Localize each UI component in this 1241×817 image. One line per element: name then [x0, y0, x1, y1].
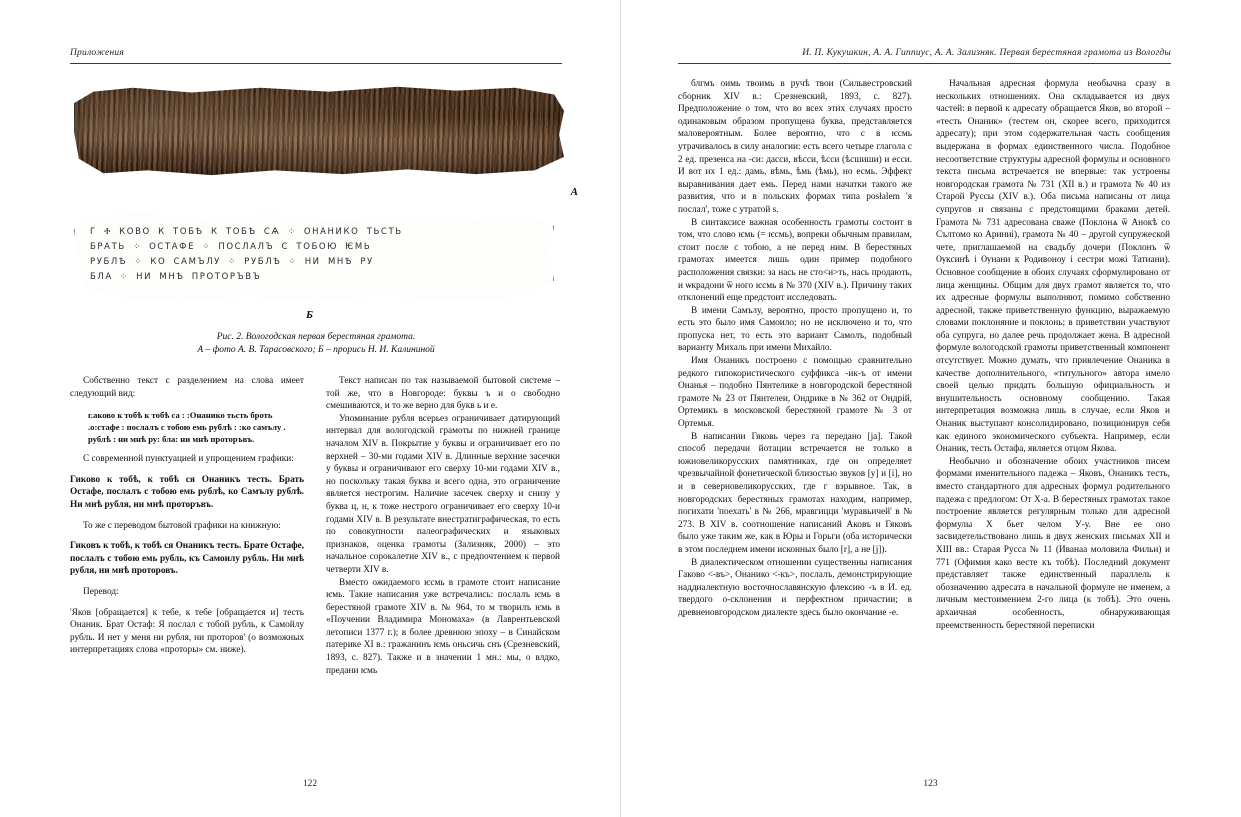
paragraph: Необычно и обозначение обоих участников писем формами именительного падежа – Яковъ, Онаникъ тесть, вместо стандартного для адресных формул родительного падежа с предлогом: От Х-а. В берестяных грамотах такое построение является регулярным только для адресной формулы Х бьет челом У-у. Вне ее оно засвидетельствовано лишь в двух женских письмах XII и XIII вв.: Старая Русса № 11 (Иванаа моловила Фильи) и 771 (Офимия како весте къ тобѣ). Последний документ представляет также единственный параллель к обозначению адресата в начальной формуле не именем, а личным местоимением 2-го лица (к тобѣ). Это очень архаичная особенность, обнаруживающая преемственность берестяной переписки: [936, 456, 1170, 631]
folio-left: 122: [302, 779, 318, 789]
paragraph: Собственно текст с разделением на слова имеет следующий вид:: [70, 376, 304, 399]
figure-caption-line2: А – фото А. В. Тарасовского; Б – прорись Н. И. Калининой: [197, 345, 435, 355]
running-head-left: Приложения: [70, 48, 124, 58]
figure-caption-line1: Рис. 2. Вологодская первая берестяная грамота.: [216, 332, 416, 342]
running-head-rule-left: [70, 63, 562, 64]
running-head-right: И. П. Кукушкин, А. А. Гиппиус, А. А. Зализняк. Первая берестяная грамота из Вологды: [802, 48, 1171, 58]
normalized-text: Гиково к тобѣ, к тобѣ ся Онаникъ тесть. Брать Остафе, послалъ с тобою емь рублѣ, ко Самълу рублѣ. Ни мнѣ рубля, ни мнѣ проторъвъ.: [70, 474, 304, 510]
right-column-1: [678, 78, 912, 632]
tracing-line: РУБЛѢ ⁘ КО САМЪЛУ ⁘ РУБЛѢ ⁘ НИ МНѢ РУ: [90, 257, 374, 267]
paragraph: Начальная адресная формула необычна сразу в нескольких отношениях. Она складывается из двух частей: в первой к адресату обращается Яков, во второй – «тесть Онаник» (тестем он, скорее всего, приходится адресату); при этом содержательная часть сообщения выдержана в формах единственного числа. Подобное несоответствие структуры адресной формулы и основного текста письма встречается не впервые: так устроены новгородская грамота № 731 (XII в.) и грамота № 40 из Старой Руссы (XIV в.). Оба письма написаны от лица супругов и связаны с предстоящими браками детей. Грамота № 731 адресована сваже (Поклонѧ ѿ Анокѣ со Сълтомо ко Ариниi), грамота № 40 – другой супружеской чете, приглашаемой на свадьбу дочери (Поклонъ ѿ Ѹксинѣ i Ѹнани к Родивоноу i сестри можi Татиани). Основное сообщение в обоих случаях сформулировано от лица женщины. Общим для двух грамот является то, что их адресные формулы выполняют, помимо собственно адресной, также приветственную функцию, выражаемую словами поклоняние и поклонь; в приветствии участвуют оба супруга, но далее речь продолжает жена. В адресной формуле вологодской грамоты приветственный компонент отсутствует. Можно думать, что привлечение Онаника в качестве дополнительного, «титульного» автора имело своей целью придать большую официальность и внушительность основному сообщению. Такая интерпретация возможна лишь в случае, если Яков и Онаник выступают консолидировано, позиционируя себя как единого экономического субъекта. Например, если Онаник, тесть Остафа, является отцом Якова.: [936, 79, 1170, 455]
paragraph: Текст написан по так называемой бытовой системе – той же, что в Новгороде: буквы ъ и о свободно смешиваются, и то же верно для букв ь и е.: [326, 376, 560, 412]
figure-label-a: А: [570, 186, 578, 198]
translation-paragraph: 'Яков [обращается] к тебе, к тебе [обращается и] тесть Онаник. Брат Остаф: Я послал с тобой рубль, к Самойлу рубль. И нет у меня ни рубля, ни проторов' (о возможных интерпретациях слова «проторы» см. ниже).: [70, 607, 304, 656]
left-page-columns: [70, 375, 562, 677]
figure-drawing-wrap: [74, 211, 574, 321]
page-left: [0, 0, 620, 817]
left-column-2: [326, 375, 560, 677]
tracing-line: БЛА ⁘ НИ МНѢ ПРОТОРЪВЪ: [90, 272, 262, 282]
figure-caption: [70, 331, 562, 357]
page-right: [620, 0, 1241, 817]
paragraph: Вместо ожидаемого ѥсмь в грамоте стоит написание ѥмь. Такие написания уже встречались: послалъ ѥмь в берестяной грамоте XIV в. № 964, то м творилъ ѥмь в «Поучении Владимира Мономаха» (в Лаврентьевской летописи 1377 г.); в более древнюю эпоху – в Синайском патерике XI в.: гражанинъ ѥмь оньсичь снъ (Срезневский, 1893, с. 827). Также и в значении 1 мн.: мы, о влдко, предани ѥмь: [326, 577, 560, 676]
folio-right: 123: [923, 779, 938, 789]
tracing-text-lines: [90, 225, 530, 285]
bookish-text: Гиковъ к тобѣ, к тобѣ ся Онаникъ тесть. Брате Остафе, послалъ с тобою емь рубль, къ Самоилу рубль. Ни мнѣ рубля, ни мнѣ проторовъ.: [70, 541, 304, 577]
tracing-line: Г Ⰰ КОВО К ТОБѢ К ТОБѢ СѦ ⁘ ОНАНИКО ТЬСТЬ: [90, 227, 403, 237]
right-page-columns: [678, 78, 1171, 632]
birchbark-photo: [74, 82, 564, 178]
paragraph: В синтаксисе важная особенность грамоты состоит в том, что слово ѥмь (= ѥсмь), вопреки обычным правилам, стоит после с тобою, а не перед ним. В берестяных грамотах имеется лишь один пример подобного расположения связки: за нась не сто<и>ть, нась продають, и ѡкрадони ѿ ного ѥсмь в № 370 (XIV в.). Причину таких отклонений еще предстоит исследовать.: [678, 217, 912, 304]
paragraph: В написании Гяковь через га передано [ја]. Такой способ передачи йотации встречается не только в южновеликорусских памятниках, где он определяет чрезвычайной фонетической близостью звуков [у] и [i], но и в северновеликорусских, где г взрывное. Так, в новгородских берестяных грамотах находим, например, погихати 'поехать' в № 266, мравгицци 'муравьичей' в № 273. В XIV в. соотношение написаний Аковъ и Гяковъ было уже таким же, как в Юры и Горьги (оба исторически в этом последнем имени исконных было [r], а не [j]).: [678, 431, 912, 555]
paragraph: Перевод:: [83, 586, 119, 597]
right-column-2: [936, 78, 1170, 632]
left-column-1: [70, 375, 304, 677]
figure-2: [70, 82, 578, 357]
running-head-rule-right: [678, 63, 1171, 64]
figure-photo-wrap: [74, 82, 578, 198]
paragraph: Упоминание рубля всерьез ограничивает датирующий интервал для вологодской грамоты по нижней границе началом XIV в. Покрытие у буквы и ограничивает его по верхней – 30-ми годами XIV в. Длинные верхние засечки у буквы и ограничивают его сверху 10-ми годами XIV в., но поскольку такая буква и всего одна, это ограничение является нестрогим. Наличие засечек сверху и снизу у буква ц, н, к тоже нестрого ограничивает его сверху 10-и годами XIV в. В результате внестратиграфическая, то есть по совокупности палеографических и языковых признаков, оценка грамоты (Зализняк, 2000) – это начальное сорокалетие XIV в., с предпочтением к первой четверти XIV в.: [326, 413, 560, 575]
paragraph: В имени Самълу, вероятно, просто пропущено и, то есть это было имя Самоилο; но не исключено и то, что пропуска нет, то есть это вариант Самолъ, подобный варианту Михаль при имени Михайло.: [678, 305, 912, 354]
paragraph: В диалектическом отношении существенны написания Гаково <-въ>, Онанико <-къ>, послалъ, демонстрирующие наддиалектную восточнославянскую флексию -ъ в И. ед. твердого о-склонения и перфектном причастии; в древненовгородском диалекте здесь было окончание -е.: [678, 557, 912, 618]
paragraph: Имя Онаникъ построено с помощью сравнительно редкого гипокористического суффикса -ик-ъ от имени Онанья – подобно Пянтелике в новгородской берестяной грамоте № 23 от Пянтелеи, Ондрике в № 362 от Ондрiй, Ортемикъ в московской берестяной грамоте № 3 от Ортемья.: [678, 356, 912, 430]
tracing-line: БРАТЬ ⁘ ОСТАФЕ ⁘ ПОСЛАЛЪ С ТОБОЮ ѤМЬ: [90, 242, 372, 252]
paragraph: С современной пунктуацией и упрощением графики:: [83, 454, 294, 465]
transcription-block: г.аково к тобѣ к тобѣ са : :Онанико тьсть броть .о:стафе : послалъ с тобою емь рублѣ : :ко самълу . рублѣ : ни мнѣ ру: бла: ни мнѣ проторъвъ.: [88, 410, 286, 445]
figure-label-b: Б: [306, 309, 313, 321]
paragraph: блгмъ оимь твоимь в ручѣ твои (Сильвестровский сборник XIV в.: Срезневский, 1893, с. 827). Предположение о том, что во всех этих случаях просто одинаковым образом пропущена буква, представляется маловероятным. Более вероятно, что с в ѥсмь утрачивалось в силу аналогии: есть всего четыре глагола с 2 ед. презенса на -си: дасси, вѣсси, ѣсси (ѣсшиши) и есси. И вот их 1 ед.: дамь, вѣмь, ѣмь (ѣмь), но есмь. Эффект выравнивания дает емь. Перед нами начатки такого же развития, что и в польских формах типа posłalem 'я послал', тоже с утратой s.: [678, 79, 912, 215]
paragraph: То же с переводом бытовой графики на книжную:: [83, 520, 281, 531]
